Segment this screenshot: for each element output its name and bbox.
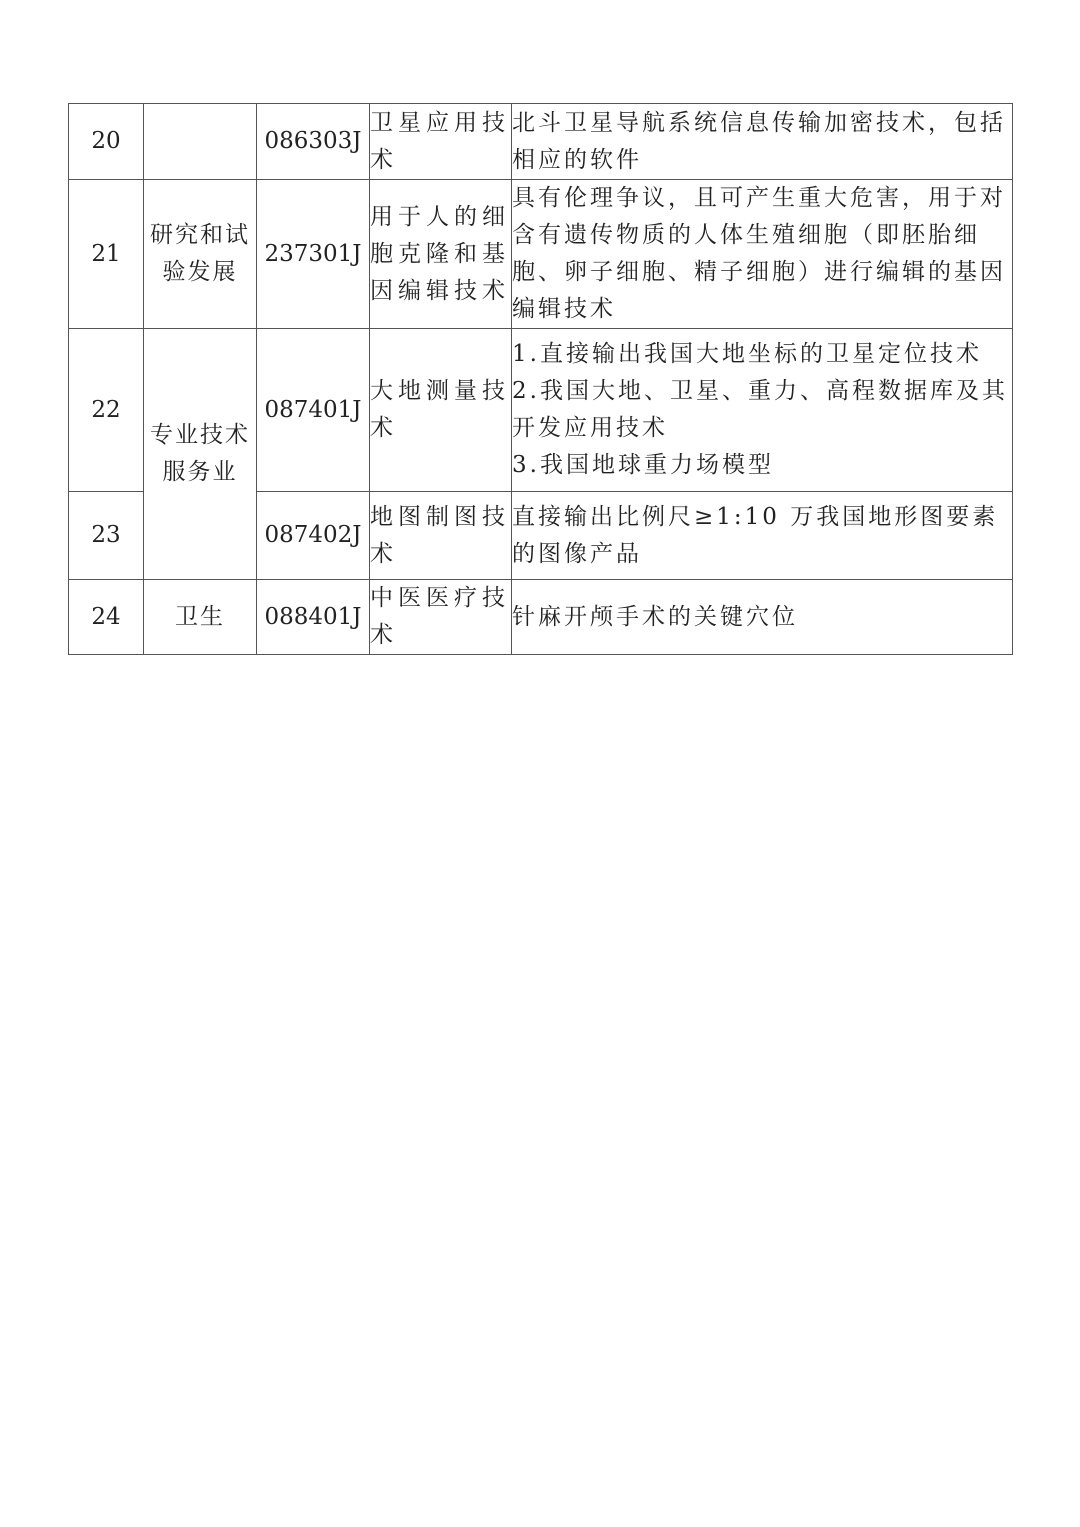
control-description: 北斗卫星导航系统信息传输加密技术，包括相应的软件 <box>512 104 1013 180</box>
control-description: 直接输出比例尺≥1:10 万我国地形图要素的图像产品 <box>512 492 1013 580</box>
table-row <box>69 329 1013 492</box>
tech-code: 088401J <box>257 580 370 655</box>
tech-field: 用于人的细胞克隆和基因编辑技术 <box>370 180 512 329</box>
tech-code: 087401J <box>257 329 370 492</box>
tech-field: 大地测量技术 <box>370 329 512 492</box>
restricted-technology-table <box>68 103 1013 655</box>
industry-cell: 研究和试验发展 <box>144 180 257 329</box>
industry-cell <box>144 104 257 180</box>
industry-cell: 专业技术服务业 <box>144 329 257 580</box>
tech-field: 地图制图技术 <box>370 492 512 580</box>
tech-field: 中医医疗技术 <box>370 580 512 655</box>
tech-code: 237301J <box>257 180 370 329</box>
row-number: 24 <box>69 580 144 655</box>
control-description: 针麻开颅手术的关键穴位 <box>512 580 1013 655</box>
row-number: 22 <box>69 329 144 492</box>
tech-code: 086303J <box>257 104 370 180</box>
row-number: 21 <box>69 180 144 329</box>
table-row <box>69 180 1013 329</box>
control-description: 具有伦理争议，且可产生重大危害，用于对含有遗传物质的人体生殖细胞（即胚胎细胞、卵子细胞、精子细胞）进行编辑的基因编辑技术 <box>512 180 1013 329</box>
industry-cell: 卫生 <box>144 580 257 655</box>
description-item: 2.我国大地、卫星、重力、高程数据库及其开发应用技术 <box>512 378 1008 441</box>
control-description-list <box>512 329 1013 492</box>
tech-field: 卫星应用技术 <box>370 104 512 180</box>
description-item: 3.我国地球重力场模型 <box>512 452 774 478</box>
description-item: 1.直接输出我国大地坐标的卫星定位技术 <box>512 341 982 367</box>
row-number: 23 <box>69 492 144 580</box>
tech-code: 087402J <box>257 492 370 580</box>
row-number: 20 <box>69 104 144 180</box>
table-row <box>69 104 1013 180</box>
table-row <box>69 580 1013 655</box>
